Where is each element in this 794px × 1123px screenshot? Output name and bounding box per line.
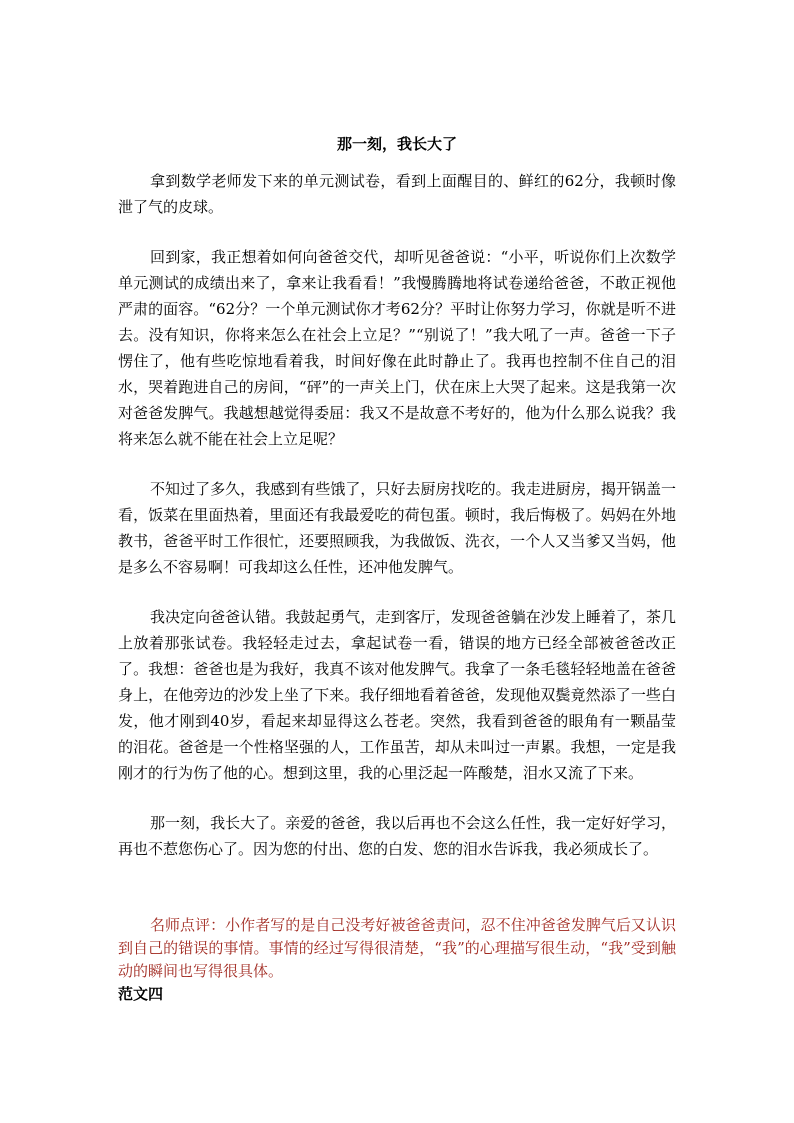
paragraph-5: 那一刻，我长大了。亲爱的爸爸，我以后再也不会这么任性，我一定好好学习，再也不惹您伤心了。因为您的付出、您的白发、您的泪水告诉我，我必须成长了。 [118,814,676,858]
paragraph-2: 回到家，我正想着如何向爸爸交代，却听见爸爸说：“小平，听说你们上次数学单元测试的成绩出来了，拿来让我看看！”我慢腾腾地将试卷递给爸爸，不敢正视他严肃的面容。“62分？一个单元测试你才考62分？平时让你努力学习，你就是听不进去。没有知识，你将来怎么在社会上立足？”“别说了！”我大吼了一声。爸爸一下子愣住了，他有些吃惊地看着我，时间好像在此时静止了。我再也控制不住自己的泪水，哭着跑进自己的房间，“砰”的一声关上门，伏在床上大哭了起来。这是我第一次对爸爸发脾气。我越想越觉得委屈：我又不是故意不考好的，他为什么那么说我？我将来怎么就不能在社会上立足呢？ [118,248,676,448]
paragraph-1: 拿到数学老师发下来的单元测试卷，看到上面醒目的、鲜红的62分，我顿时像泄了气的皮球。 [118,172,676,216]
teacher-comment: 名师点评：小作者写的是自己没考好被爸爸责问，忍不住冲爸爸发脾气后又认识到自己的错误的事情。事情的经过写得很清楚，“我”的心理描写很生动，“我”受到触动的瞬间也写得很具体。 [118,916,676,980]
paragraph-4: 我决定向爸爸认错。我鼓起勇气，走到客厅，发现爸爸躺在沙发上睡着了，茶几上放着那张试卷。我轻轻走过去，拿起试卷一看，错误的地方已经全部被爸爸改正了。我想：爸爸也是为我好，我真不该对他发脾气。我拿了一条毛毯轻轻地盖在爸爸身上，在他旁边的沙发上坐了下来。我仔细地看着爸爸，发现他双鬓竟然添了一些白发，他才刚到40岁，看起来却显得这么苍老。突然，我看到爸爸的眼角有一颗晶莹的泪花。爸爸是一个性格坚强的人，工作虽苦，却从未叫过一声累。我想，一定是我刚才的行为伤了他的心。想到这里，我的心里泛起一阵酸楚，泪水又流了下来。 [118,608,676,782]
essay-body [118,168,676,1007]
essay-title: 那一刻，我长大了 [336,135,457,153]
next-section-heading: 范文四 [118,985,164,1003]
paragraph-3: 不知过了多久，我感到有些饿了，只好去厨房找吃的。我走进厨房，揭开锅盖一看，饭菜在里面热着，里面还有我最爱吃的荷包蛋。顿时，我后悔极了。妈妈在外地教书，爸爸平时工作很忙，还要照顾我，为我做饭、洗衣，一个人又当爹又当妈，他是多么不容易啊！可我却这么任性，还冲他发脾气。 [118,480,676,576]
